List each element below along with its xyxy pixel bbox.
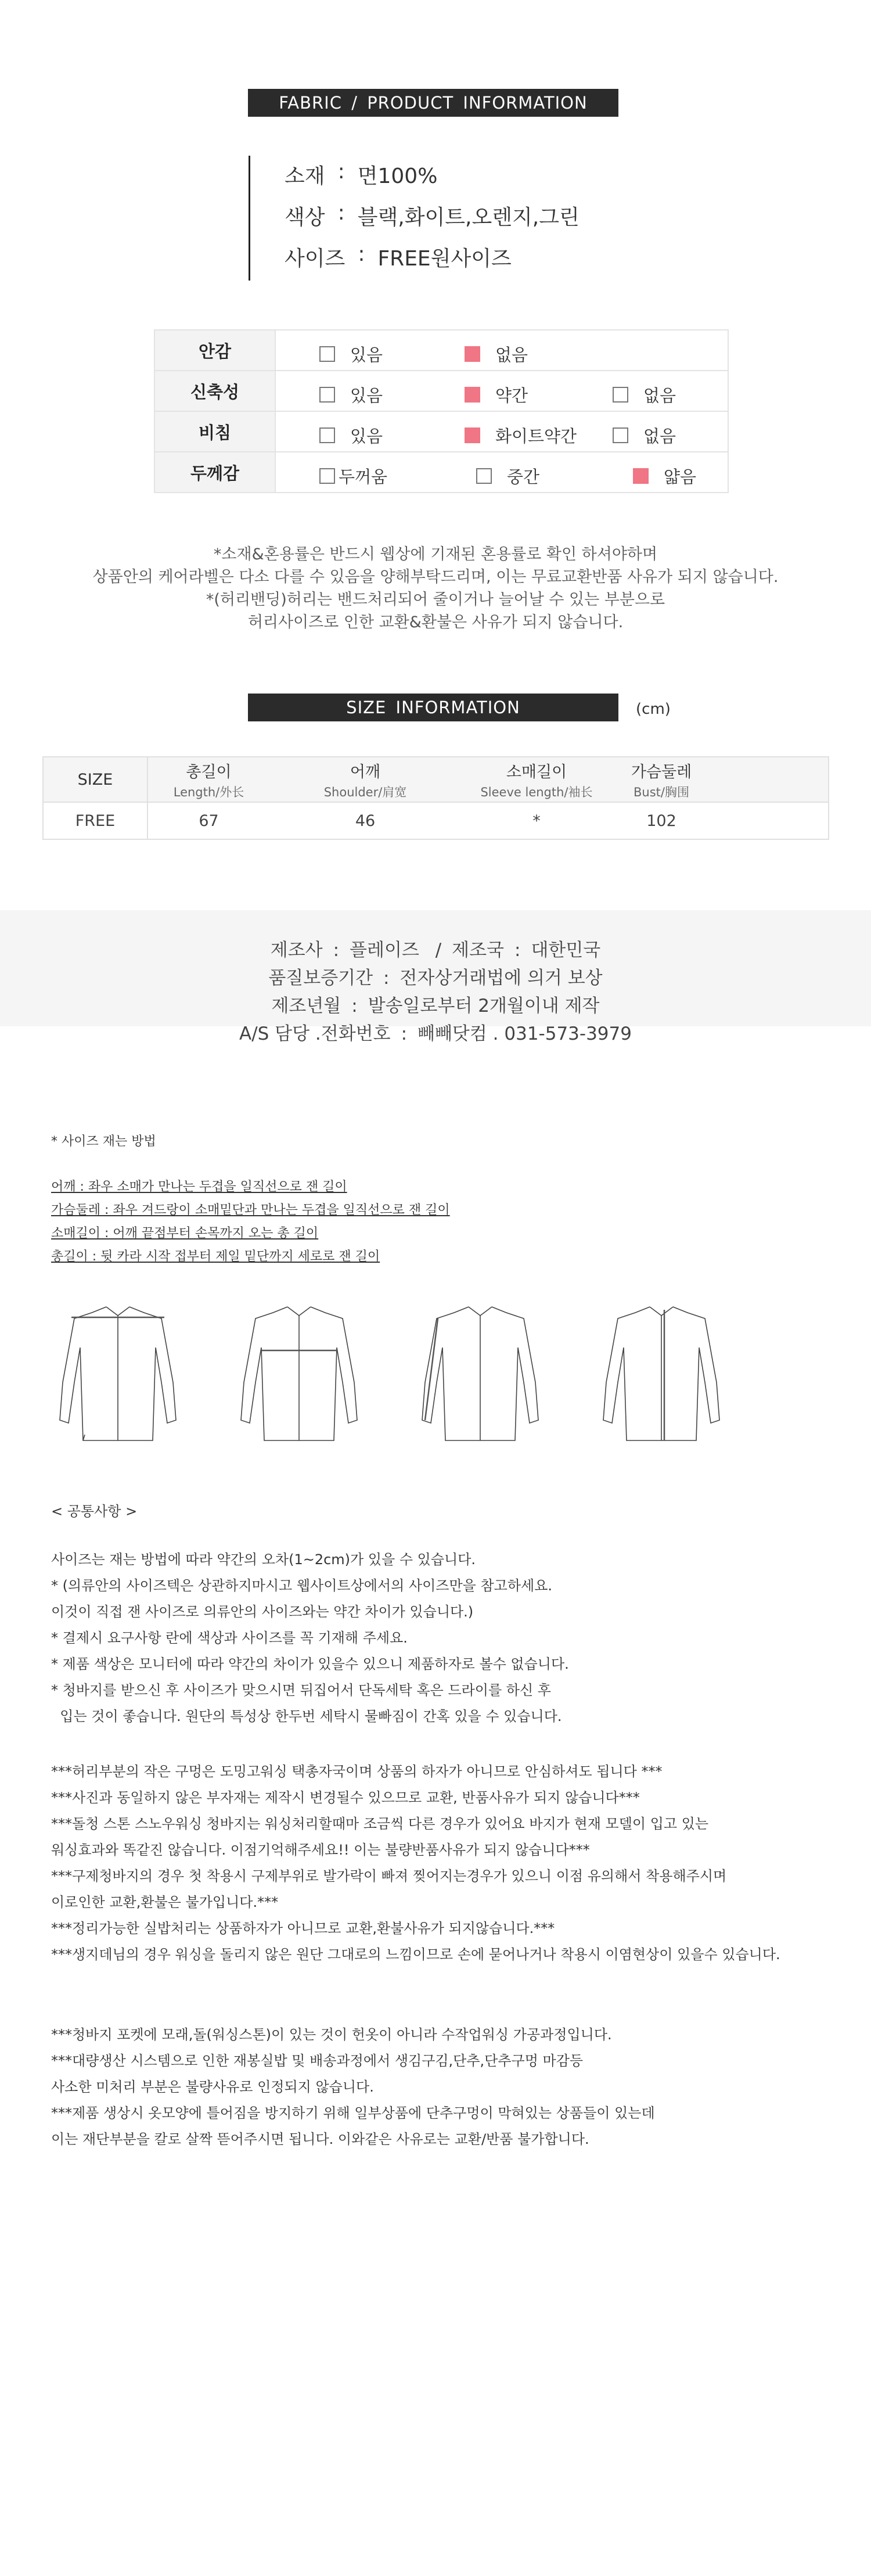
fabric-row-header: 비침	[154, 411, 275, 452]
measure-title: * 사이즈 재는 방법	[51, 1134, 156, 1149]
checkbox-empty-icon	[613, 427, 628, 443]
fabric-row-thickness	[154, 452, 728, 493]
fabric-section-title: FABRIC / PRODUCT INFORMATION	[248, 89, 618, 117]
fabric-option: 없음	[465, 342, 528, 366]
measure-item: 가슴둘레 : 좌우 겨드랑이 소매밑단과 만나는 두겹을 일직선으로 잰 길이	[51, 1203, 450, 1217]
measure-item: 총길이 : 뒷 카라 시작 접부터 제일 밑단까지 세로로 잰 길이	[51, 1249, 380, 1264]
fabric-option: 없음	[613, 383, 676, 407]
info-colon: :	[358, 242, 365, 266]
fabric-row-seethrough	[154, 411, 728, 452]
manufacturer-line: 제조년월 : 발송일로부터 2개월이내 제작	[271, 996, 600, 1016]
checkbox-empty-icon	[319, 468, 335, 484]
checkbox-empty-icon	[319, 387, 335, 403]
info-label: 사이즈	[285, 247, 345, 271]
fabric-option: 화이트약간	[465, 423, 577, 447]
checkbox-empty-icon	[613, 387, 628, 403]
fabric-notes: *소재&혼용률은 반드시 웹상에 기재된 혼용률로 확인 하셔야하며 상품안의 케어라벨은 다소 다를 수 있음을 양해부탁드리며, 이는 무료교환반품 사유가 되지 않습니다. *(허리밴딩)허리는 밴드처리되어 줄이거나 늘어날 수 있는 부분으로 허리사이즈로 인한 교환&환불은 사유가 되지 않습니다.	[92, 545, 779, 631]
fabric-option: 있음	[319, 342, 383, 366]
manufacturer-line: A/S 담당 .전화번호 : 빼빼닷컴 . 031-573-3979	[239, 1023, 632, 1044]
checkbox-empty-icon	[319, 427, 335, 443]
manufacturer-line: 품질보증기간 : 전자상거래법에 의거 보상	[268, 968, 603, 989]
info-value: 블랙,화이트,오렌지,그린	[357, 206, 580, 229]
info-colon: :	[337, 201, 345, 225]
fabric-option: 두꺼움	[319, 464, 387, 488]
common-notes-3: ***청바지 포켓에 모래,돌(워싱스톤)이 있는 것이 헌옷이 아니라 수작업워싱 가공과정입니다. ***대량생산 시스템으로 인한 재봉실밥 및 배송과정에서 생김구김,단추,단추구멍 마감등 사소한 미처리 부분은 불량사유로 인정되지 않습니다. ***제품 생상시 옷모양에 틀어짐을 방지하기 위해 일부상품에 단추구멍이 막혀있는 상품들이 있는데 이는 재단부분을 칼로 살짝 뜯어주시면 됩니다. 이와같은 사유로는 교환/반품 불가합니다.	[51, 2027, 655, 2147]
size-cell: 102	[612, 802, 711, 839]
checkbox-checked-icon	[633, 468, 649, 484]
size-col-header: 가슴둘레 Bust/胸围	[612, 757, 711, 802]
fabric-row-header: 신축성	[154, 371, 275, 411]
table-row	[43, 802, 829, 839]
shirt-length-illustration	[595, 1295, 728, 1446]
size-col-header: 총길이 Length/外长	[147, 757, 269, 802]
measure-item: 어깨 : 좌우 소매가 만나는 두겹을 일직선으로 잰 길이	[51, 1180, 347, 1194]
info-value: 면100%	[357, 164, 438, 188]
common-notes: 사이즈는 재는 방법에 따라 약간의 오차(1~2cm)가 있을 수 있습니다. * (의류안의 사이즈텍은 상관하지마시고 웹사이트상에서의 사이즈만을 참고하세요. 이것이 직접 잰 사이즈로 의류안의 사이즈와는 약간 차이가 있습니다.) * 결제시 요구사항 란에 색상과 사이즈를 꼭 기재해 주세요. * 제품 색상은 모니터에 따라 약간의 차이가 있을수 있으니 제품하자로 볼수 없습니다. * 청바지를 받으신 후 사이즈가 맞으시면 뒤집어서 단독세탁 혹은 드라이를 하신 후 입는 것이 좋습니다. 원단의 특성상 한두번 세탁시 물빠짐이 간혹 있을 수 있습니다.	[51, 1551, 569, 1724]
manufacturer-line: 제조사 : 플레이즈 / 제조국 : 대한민국	[270, 940, 601, 961]
size-col-header: SIZE	[43, 757, 147, 802]
size-col-header: 어깨 Shoulder/肩宽	[269, 757, 461, 802]
fabric-table	[154, 329, 729, 493]
fabric-option: 중간	[476, 464, 539, 488]
size-cell: 67	[147, 802, 269, 839]
info-label: 소재	[285, 164, 325, 188]
size-cell: *	[461, 802, 612, 839]
fabric-row-header: 안감	[154, 330, 275, 371]
info-row-size	[285, 242, 512, 272]
fabric-row-lining	[154, 330, 728, 371]
fabric-option: 얇음	[633, 464, 696, 488]
fabric-option: 있음	[319, 383, 383, 407]
size-cell: 46	[269, 802, 461, 839]
manufacturer-info	[0, 936, 871, 1048]
info-label: 색상	[285, 206, 325, 229]
checkbox-empty-icon	[319, 346, 335, 362]
common-notes-2: ***허리부분의 작은 구멍은 도밍고워싱 택총자국이며 상품의 하자가 아니므로 안심하셔도 됩니다 *** ***사진과 동일하지 않은 부자재는 제작시 변경될수 있으므로 교환, 반품사유가 되지 않습니다*** ***돌청 스톤 스노우워싱 청바지는 워싱처리할때마 조금씩 다른 경우가 있어요 바지가 현재 모델이 입고 있는 워싱효과와 똑같진 않습니다. 이점기억해주세요!! 이는 불량반품사유가 되지 않습니다*** ***구제청바지의 경우 첫 착용시 구제부위로 발가락이 빠져 찢어지는경우가 있으니 이점 유의해서 착용해주시며 이로인한 교환,환불은 불가입니다.*** ***정리가능한 실밥처리는 상품하자가 아니므로 교환,환불사유가 되지않습니다.*** ***생지데님의 경우 워싱을 돌리지 않은 원단 그대로의 느낌이므로 손에 묻어나거나 착용시 이염현상이 있을수 있습니다.	[51, 1763, 780, 1963]
size-table	[42, 756, 829, 840]
size-cell: FREE	[43, 802, 147, 839]
info-value: FREE원사이즈	[377, 247, 512, 271]
info-row-color	[285, 201, 580, 231]
shirt-sleeve-illustration	[413, 1295, 547, 1446]
size-col-header: 소매길이 Sleeve length/袖长	[461, 757, 612, 802]
fabric-option: 약간	[465, 383, 528, 407]
checkbox-checked-icon	[465, 387, 480, 403]
info-row-material	[285, 160, 437, 189]
checkbox-empty-icon	[476, 468, 492, 484]
checkbox-checked-icon	[465, 427, 480, 443]
measure-item: 소매길이 : 어깨 끝점부터 손목까지 오는 총 길이	[51, 1226, 319, 1241]
checkbox-checked-icon	[465, 346, 480, 362]
fabric-option: 있음	[319, 423, 383, 447]
fabric-row-stretch	[154, 371, 728, 411]
shirt-shoulder-illustration	[51, 1295, 185, 1446]
info-divider	[249, 156, 250, 281]
fabric-row-header: 두께감	[154, 452, 275, 493]
info-colon: :	[337, 160, 345, 184]
size-table-header	[43, 757, 829, 802]
fabric-option: 없음	[613, 423, 676, 447]
size-section-title: SIZE INFORMATION	[248, 694, 618, 721]
common-title: < 공통사항 >	[51, 1503, 138, 1519]
shirt-chest-illustration	[232, 1295, 366, 1446]
size-unit: (cm)	[636, 700, 671, 718]
